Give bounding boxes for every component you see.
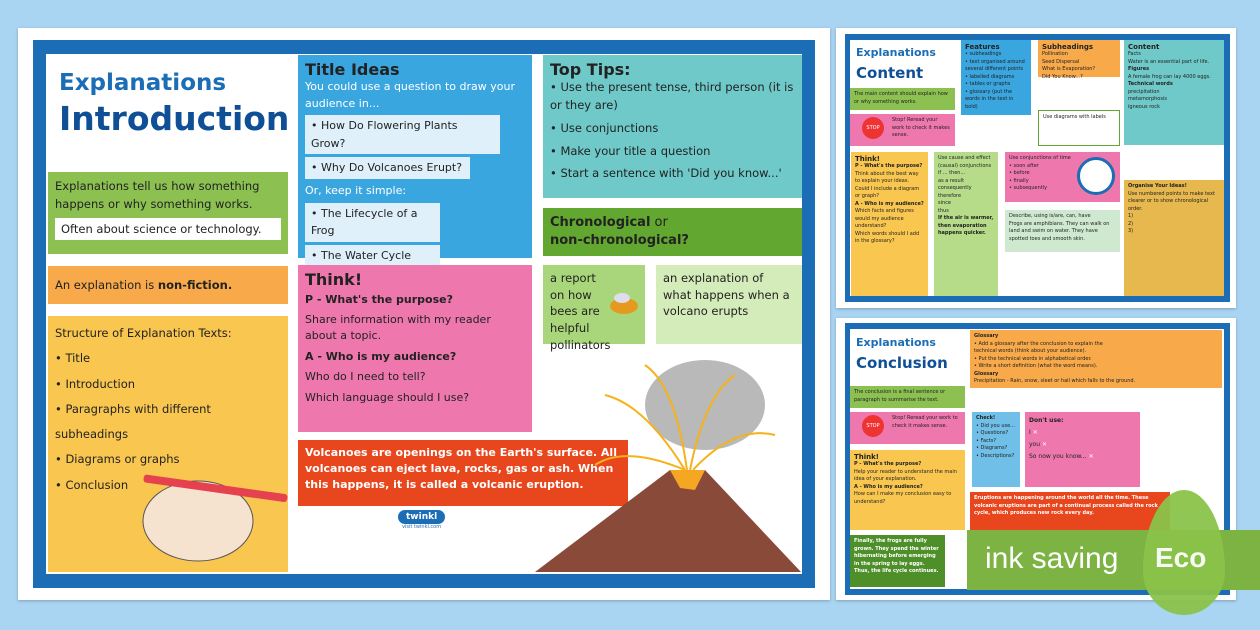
item: • Put the technical words in alphabetical order. xyxy=(974,355,1092,362)
item: • labelled diagrams xyxy=(965,73,1015,80)
item: Figures xyxy=(1128,66,1150,73)
item: Precipitation - Rain, snow, sleet or hail which falls to the ground. xyxy=(974,378,1136,384)
think-box xyxy=(298,265,532,432)
title-idea: • The Lifecycle of a Frog xyxy=(305,203,440,242)
item: • subheadings xyxy=(965,51,1002,58)
hand-writing-illustration xyxy=(138,446,298,566)
item: 3) xyxy=(1128,228,1134,234)
structure-item: • Introduction xyxy=(55,376,136,391)
purpose-heading: P - What's the purpose? xyxy=(305,293,454,307)
nonfiction-text: An explanation is xyxy=(55,278,158,292)
example-text: a report on how bees are helpful pollinators xyxy=(550,271,611,352)
item: metamorphosis xyxy=(1128,96,1167,103)
item: Frogs are amphibians. They can walk on land and swim on water. They have spotted toes and smooth skin. xyxy=(1009,220,1110,242)
item: since xyxy=(938,200,951,206)
item: 1) xyxy=(1128,213,1134,219)
structure-item: • Paragraphs with different subheadings xyxy=(55,401,211,442)
example-text: an explanation of what happens when a volcano erupts xyxy=(663,271,790,319)
item: Which facts and figures would my audience understand? xyxy=(855,208,914,230)
heading: Organise Your Ideas! xyxy=(1128,183,1187,189)
item: • Facts? xyxy=(976,437,996,444)
item: • Diagrams? xyxy=(976,445,1008,451)
item: consequently xyxy=(938,185,972,191)
content-title xyxy=(852,42,962,87)
item: • subsequently xyxy=(1009,185,1048,191)
item: Did You Know...? xyxy=(1042,73,1083,80)
title-small: Explanations xyxy=(856,336,936,349)
top-tips-heading: Top Tips: xyxy=(550,60,631,79)
title-small: Explanations xyxy=(856,46,936,59)
time-box xyxy=(1005,152,1120,202)
item: What is Evaporation? xyxy=(1042,66,1096,73)
item: Help your reader to understand the main idea of your explanation. xyxy=(854,468,957,483)
twinkl-logo xyxy=(398,510,445,530)
item: • Add a glossary after the conclusion to explain the technical words (think about your audience). xyxy=(974,340,1103,354)
nonchrono-bold: non-chronological? xyxy=(550,232,689,248)
volcano-illustration xyxy=(535,345,803,574)
item: A female frog can lay 4000 eggs. xyxy=(1128,73,1211,80)
intro-text: Explanations tell us how something happens or why something works. xyxy=(55,179,260,212)
item: So now you know... xyxy=(1029,453,1087,460)
item: you xyxy=(1029,441,1041,448)
conclusion-title xyxy=(852,332,970,377)
stop-text: Stop! Reread your work to check it makes sense. xyxy=(892,415,958,429)
intro: The main content should explain how or why something works. xyxy=(850,88,955,110)
structure-box xyxy=(48,316,288,572)
item: Technical words xyxy=(1128,81,1173,88)
audience-q: Which language should I use? xyxy=(305,390,470,404)
item: Pollination xyxy=(1042,51,1068,58)
bee-icon xyxy=(604,290,644,320)
tip: • Start a sentence with 'Did you know...' xyxy=(550,166,782,181)
eruptions-box: Eruptions are happening around the world all the time. These volcanic eruptions are part of a continual process called the rock cycle, which produces new rock every day. xyxy=(970,492,1170,532)
cross-icon: ✕ xyxy=(1032,429,1038,436)
heading: Glossary xyxy=(974,370,999,377)
frogs-box: Finally, the frogs are fully grown. They spend the winter hibernating before emerging in the spring to lay eggs. Thus, the life cycle continues. xyxy=(850,535,945,587)
stop-sign-icon: STOP xyxy=(862,117,884,139)
item: 2) xyxy=(1128,220,1134,227)
item: precipitation xyxy=(1128,88,1160,95)
stop-box xyxy=(850,412,965,444)
example-explanation xyxy=(656,265,802,344)
clock-icon xyxy=(1077,157,1115,195)
item: Use cause and effect (causal) conjunctions xyxy=(938,155,992,169)
item: How can I make my conclusion easy to understand? xyxy=(854,491,952,505)
heading: Features xyxy=(965,43,1000,51)
subheadings-box xyxy=(1038,40,1120,80)
tip: • Use the present tense, third person (it is or they are) xyxy=(550,80,794,112)
nonfiction-bold: non-fiction. xyxy=(157,278,233,292)
item: A - Who is my audience? xyxy=(854,483,923,490)
heading: Glossary xyxy=(974,333,999,339)
audience-heading: A - Who is my audience? xyxy=(305,349,457,363)
intro-note: Often about science or technology. xyxy=(55,218,281,240)
title-ideas-box xyxy=(298,55,532,262)
cause-box xyxy=(934,152,998,296)
title-idea: • How Do Flowering Plants Grow? xyxy=(305,115,500,154)
item: • tables or graphs xyxy=(965,81,1011,88)
purpose-text: Share information with my reader about a topic. xyxy=(305,312,491,343)
item: Use conjunctions of time xyxy=(1009,155,1071,161)
organise-box xyxy=(1124,180,1224,296)
logo-sub: visit twinkl.com xyxy=(402,524,442,530)
heading: Subheadings xyxy=(1042,43,1094,51)
cross-icon: ✕ xyxy=(1088,453,1094,460)
stop-sign-icon: STOP xyxy=(862,415,884,437)
heading: Content xyxy=(1128,43,1160,51)
heading: Don't use: xyxy=(1029,417,1064,424)
item: • Descriptions? xyxy=(976,452,1015,459)
item: Which words should I add in the glossary? xyxy=(855,230,920,245)
item: if ... then... xyxy=(938,170,966,176)
volcano-text: Volcanoes are openings on the Earth's surface. All volcanoes can eject lava, rocks, gas or ash. When this happens, it is called a volcanic eruption. xyxy=(305,446,617,491)
item: P - What's the purpose? xyxy=(855,163,923,170)
title-idea: • Why Do Volcanoes Erupt? xyxy=(305,157,470,179)
intro-box xyxy=(48,172,288,254)
title-large: Introduction xyxy=(59,98,290,138)
logo-text: twinkl xyxy=(398,510,445,524)
think-heading: Think! xyxy=(305,270,363,289)
simple-label: Or, keep it simple: xyxy=(305,183,407,197)
think-box xyxy=(851,152,928,296)
item: • soon after xyxy=(1009,162,1039,169)
heading: Check! xyxy=(976,415,996,421)
item: • text organised around several different points xyxy=(965,58,1025,73)
title-ideas-heading: Title Ideas xyxy=(305,60,400,79)
describe-box xyxy=(1005,210,1120,252)
item: as a result xyxy=(938,177,965,184)
title-small: Explanations xyxy=(59,70,227,96)
item: Water is an essential part of life. xyxy=(1128,58,1210,65)
dont-use-box xyxy=(1025,412,1140,487)
item: I xyxy=(1029,429,1031,436)
top-tips-box xyxy=(543,55,802,198)
title-large: Conclusion xyxy=(856,353,948,372)
chrono-or: or xyxy=(650,215,668,230)
title-block xyxy=(52,65,288,145)
intro: The conclusion is a final sentence or paragraph to summarise the text. xyxy=(850,386,965,408)
item: • Did you use... xyxy=(976,422,1015,429)
item: P - What's the purpose? xyxy=(854,461,922,468)
title-large: Content xyxy=(856,63,924,82)
item: A - Who is my audience? xyxy=(855,200,924,207)
heading: Think! xyxy=(854,453,879,461)
cross-icon: ✕ xyxy=(1041,441,1047,448)
tip: • Make your title a question xyxy=(550,143,711,158)
title-ideas-text: You could use a question to draw your audience in... xyxy=(305,80,515,110)
item: • finally xyxy=(1009,177,1029,184)
item: If the air is warmer, then evaporation happens quicker. xyxy=(938,215,994,236)
item: • Questions? xyxy=(976,430,1009,436)
nonfiction-box xyxy=(48,266,288,304)
eco-label: Eco xyxy=(1155,542,1207,573)
item: Seed Dispersal xyxy=(1042,58,1080,65)
features-box xyxy=(961,40,1031,115)
stop-text: Stop! Reread your work to check it makes sense. xyxy=(892,117,950,138)
glossary-box xyxy=(970,330,1222,388)
diagrams-box: Use diagrams with labels xyxy=(1038,110,1120,146)
item: Use numbered points to make text clearer or to show chronological order. xyxy=(1128,190,1215,212)
chrono-box xyxy=(543,208,802,256)
item: thus xyxy=(938,207,949,214)
item: • before xyxy=(1009,170,1030,176)
item: Describe, using is/are, can, have xyxy=(1009,213,1091,219)
structure-heading: Structure of Explanation Texts: xyxy=(55,326,232,340)
stop-box xyxy=(850,114,955,146)
ink-saving-label: ink saving xyxy=(985,542,1119,575)
item: Facts xyxy=(1128,51,1141,58)
title-idea: • The Water Cycle xyxy=(305,245,440,267)
think-box xyxy=(850,450,965,530)
item: therefore xyxy=(938,192,962,199)
content-box xyxy=(1124,40,1224,145)
chrono-bold: Chronological xyxy=(550,215,651,230)
structure-item: • Title xyxy=(55,351,91,366)
structure-item: • Diagrams or graphs xyxy=(55,452,180,467)
item: igneous rock xyxy=(1128,103,1160,110)
item: • Write a short definition (what the word means). xyxy=(974,363,1098,369)
item: Think about the best way to explain your ideas. Could I include a diagram or graph? xyxy=(855,170,920,200)
heading: Think! xyxy=(855,155,880,163)
check-box xyxy=(972,412,1020,487)
item: • glossary (put the words in the text in bold) xyxy=(965,88,1014,110)
tip: • Use conjunctions xyxy=(550,120,659,135)
structure-item: • Conclusion xyxy=(55,477,129,492)
audience-q: Who do I need to tell? xyxy=(305,370,426,384)
